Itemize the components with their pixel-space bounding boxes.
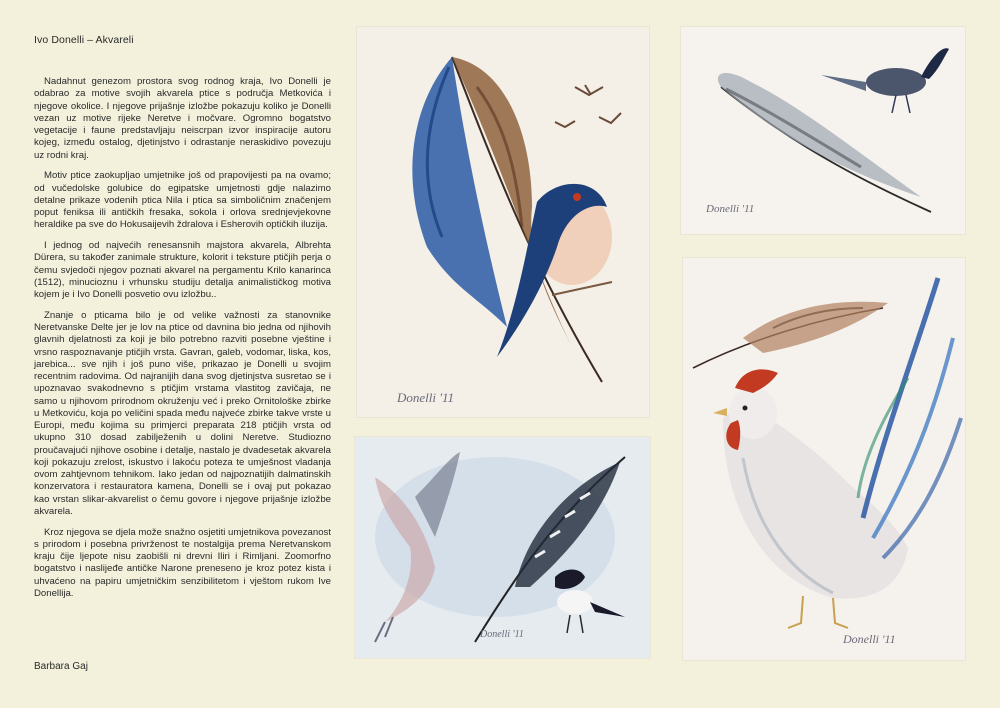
painting-magpie-feather xyxy=(355,437,650,658)
paragraph: Znanje o pticama bilo je od velike važnosti za stanovnike Neretvanske Delte jer je lov na ptice od davnina bio jedna od njihovih glavnih djelatnosti za koji je bilo potrebno razviti posebne vještine i vrsno raspoznavanje ptičjih vrsta. Gavran, galeb, vodomar, liska, kos, jarebica... sve njih i još puno više, prikazao je Donelli u svojim recentnim radovima. Od najranijih dana svog djetinjstva susretao se i upoznavao svakodnevno s ptičjim vrstama vlastitog zavičaja, ne samo u njihovom prirodnom okruženju već i preko Ornitološke zbirke u Metkoviću, koja po veličini spada među najveće zbirke takve vrste u Europi, među kojima su primjerci preparata 218 ptičjih vrsta od ukupno 310 dosad zabilježenih u dolini Neretve. Studiozno proučavajući njihove osobine i detalje, nastalo je dvadesetak akvarela koji pokazuju zrelost, iskustvo i lakoću poteza te umješnost vladanja ovom zahtjevnom tehnikom. Iako jedan od najpoznatijih dalmatinskih konzervatora i restauratora kamena, Donelli se i ovaj put pokazao kao vrstan slikar-akvarelist o čemu govore i njegove prijašnje izložbe akvarela. xyxy=(34,309,331,517)
painting-swallow-feather xyxy=(357,27,649,417)
artist-signature: Donelli '11 xyxy=(843,632,896,646)
painting-crow-feather xyxy=(681,27,965,234)
paragraph: Kroz njegova se djela može snažno osjetiti umjetnikova povezanost s prirodom i posebna privrženost te nostalgija prema Neretvanskom kraju čije ljepote nisu zaobišli ni drevni Iliri i Rimljani. Zoomorfno bogatstvo i naslijeđe antičke Narone preneseno je kroz potez kista i uhvaćeno na papiru umjetničkim senzibilitetom i vještom rukom Ive Donellija. xyxy=(34,526,331,599)
artist-signature: Donelli '11 xyxy=(397,390,455,405)
article-body xyxy=(34,76,331,609)
artist-signature: Donelli '11 xyxy=(706,203,755,215)
author-signature: Barbara Gaj xyxy=(34,661,88,672)
page-title: Ivo Donelli – Akvareli xyxy=(34,34,134,46)
painting-rooster-feather xyxy=(683,258,965,660)
paragraph: Motiv ptice zaokupljao umjetnike još od prapovijesti pa na ovamo; od vučedolske golubice do egipatske umjetnosti gdje nalazimo detalne prikaze vodenih ptica Nila i ptica sa simboličnim značenjem poput feniksa ili antičkih fresaka, sokola i orlova srednjevjekovne heraldike pa sve do Hokusaijevih ždralova i Esherovih optičkih iluzija. xyxy=(34,170,331,231)
artist-signature: Donelli '11 xyxy=(480,629,524,640)
paragraph: Nadahnut genezom prostora svog rodnog kraja, Ivo Donelli je odabrao za motive svojih akvarela ptice s područja Metkovića i njegove okolice. I njegove prijašnje izložbe pokazuju koliko je Donelli vezan uz motive rijeke Neretve i močvare. Ogromno bogatstvo vegetacije i faune predstavljaju neiscrpan izvor inspiracije autoru kojeg, između ostalog, djetinjstvo i odrastanje neraskidivo povezuju uz rodni kraj. xyxy=(34,76,331,161)
paragraph: I jednog od najvećih renesansnih majstora akvarela, Albrehta Dürera, su također zanimale strukture, kolorit i teksture ptičjih perja o čemu svjedoči njegov poznati akvarel na pergamentu Krilo kanarinca (1512), minucioznu i vrhunsku studiju detalja animalističkog motiva kojem je i Ivo Donelli posvetio ovu izložbu.. xyxy=(34,240,331,300)
